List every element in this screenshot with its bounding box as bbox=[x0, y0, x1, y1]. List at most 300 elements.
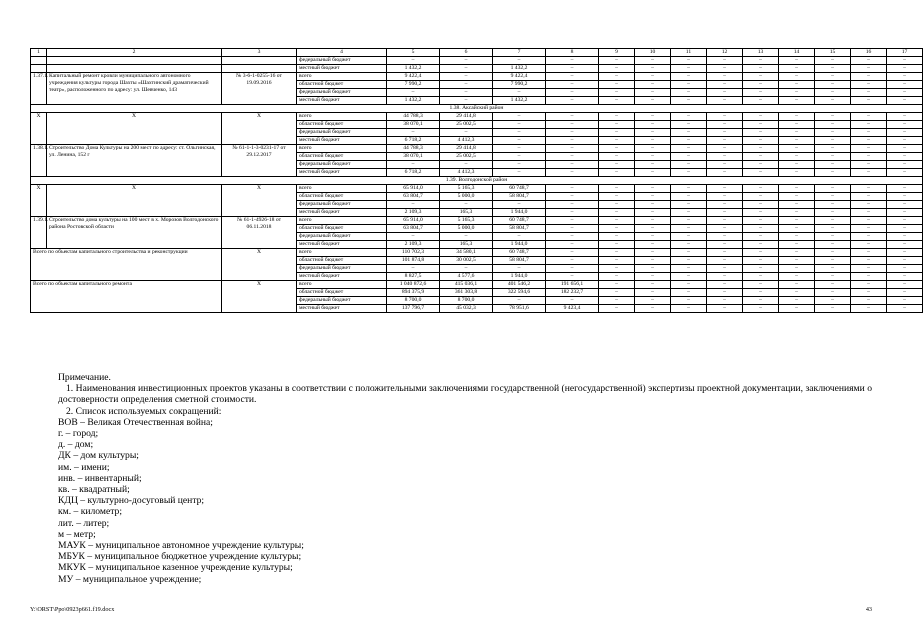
table-cell: – bbox=[743, 145, 779, 153]
table-cell: – bbox=[815, 273, 851, 281]
section-row bbox=[31, 177, 923, 185]
table-cell: – bbox=[779, 273, 815, 281]
table-cell: – bbox=[707, 193, 743, 201]
funding-source: областной бюджет bbox=[297, 193, 387, 201]
table-cell: 165,3 bbox=[440, 209, 493, 217]
table-cell: – bbox=[887, 289, 923, 297]
table-cell: – bbox=[599, 249, 635, 257]
table-cell: 58 804,7 bbox=[493, 193, 546, 201]
table-cell: – bbox=[671, 249, 707, 257]
funding-source: федеральный бюджет bbox=[297, 201, 387, 209]
table-cell: – bbox=[887, 57, 923, 65]
table-cell: – bbox=[707, 233, 743, 241]
budget-table bbox=[30, 48, 923, 313]
table-cell: – bbox=[851, 121, 887, 129]
table-cell: 7 990,2 bbox=[493, 81, 546, 89]
column-number: 15 bbox=[815, 49, 851, 57]
table-cell: 1 040 872,6 bbox=[387, 281, 440, 289]
table-cell: – bbox=[707, 121, 743, 129]
expertise-number: № 61-1-4926-18 от 06.11.2018 bbox=[222, 217, 297, 249]
table-cell bbox=[47, 57, 222, 65]
column-number: 12 bbox=[707, 49, 743, 57]
table-cell: – bbox=[671, 281, 707, 289]
table-cell: 2 109,3 bbox=[387, 209, 440, 217]
table-cell: – bbox=[779, 201, 815, 209]
table-cell: – bbox=[546, 209, 599, 217]
table-cell: – bbox=[851, 305, 887, 313]
column-number: 16 bbox=[851, 49, 887, 57]
table-cell: – bbox=[707, 241, 743, 249]
table-cell: – bbox=[815, 193, 851, 201]
funding-source: местный бюджет bbox=[297, 137, 387, 145]
section-row bbox=[31, 105, 923, 113]
table-cell: – bbox=[671, 57, 707, 65]
table-cell: – bbox=[887, 145, 923, 153]
table-header-row bbox=[31, 49, 923, 57]
table-cell: – bbox=[599, 289, 635, 297]
table-cell: 5 000,0 bbox=[440, 193, 493, 201]
table-cell: – bbox=[851, 89, 887, 97]
table-cell: – bbox=[887, 89, 923, 97]
abbreviation-item: ДК – дом культуры; bbox=[58, 450, 139, 462]
table-cell: – bbox=[599, 89, 635, 97]
table-cell: – bbox=[671, 129, 707, 137]
table-cell bbox=[31, 65, 47, 73]
table-cell: – bbox=[851, 73, 887, 81]
table-cell: – bbox=[743, 289, 779, 297]
table-cell: – bbox=[851, 65, 887, 73]
table-cell: – bbox=[815, 265, 851, 273]
funding-source: местный бюджет bbox=[297, 241, 387, 249]
column-number: 11 bbox=[671, 49, 707, 57]
table-cell: – bbox=[671, 289, 707, 297]
table-cell: – bbox=[671, 305, 707, 313]
table-row bbox=[31, 281, 923, 289]
table-cell: – bbox=[815, 289, 851, 297]
table-cell: – bbox=[851, 241, 887, 249]
table-cell: – bbox=[743, 257, 779, 265]
table-cell: – bbox=[707, 209, 743, 217]
table-cell: – bbox=[635, 289, 671, 297]
table-cell: – bbox=[546, 161, 599, 169]
funding-source: областной бюджет bbox=[297, 81, 387, 89]
table-cell: – bbox=[815, 305, 851, 313]
table-cell: – bbox=[546, 89, 599, 97]
table-cell: – bbox=[493, 201, 546, 209]
table-cell: – bbox=[546, 121, 599, 129]
abbreviation-item: г. – город; bbox=[58, 428, 99, 440]
project-name: Строительство Дома Культуры на 200 мест по адресу: ст. Ольгинская, ул. Ленина, 152 г bbox=[47, 145, 222, 177]
table-cell: – bbox=[743, 73, 779, 81]
table-cell: – bbox=[815, 217, 851, 225]
table-cell: 7 990,2 bbox=[387, 81, 440, 89]
table-cell: 2 109,3 bbox=[387, 241, 440, 249]
table-cell: 5 165,3 bbox=[440, 217, 493, 225]
table-cell: – bbox=[707, 281, 743, 289]
table-cell: – bbox=[635, 113, 671, 121]
table-cell: – bbox=[851, 145, 887, 153]
table-cell: – bbox=[779, 185, 815, 193]
table-cell: – bbox=[493, 113, 546, 121]
table-cell: 65 914,0 bbox=[387, 217, 440, 225]
table-cell: – bbox=[887, 217, 923, 225]
table-cell: – bbox=[815, 73, 851, 81]
table-cell: – bbox=[599, 97, 635, 105]
funding-source: местный бюджет bbox=[297, 273, 387, 281]
table-cell: – bbox=[671, 217, 707, 225]
table-cell: 30 002,5 bbox=[440, 257, 493, 265]
table-cell: – bbox=[743, 161, 779, 169]
table-cell: – bbox=[546, 241, 599, 249]
table-cell: – bbox=[887, 265, 923, 273]
table-cell: 44 788,3 bbox=[387, 113, 440, 121]
table-cell: 5 000,0 bbox=[440, 225, 493, 233]
table-cell: – bbox=[440, 97, 493, 105]
table-cell: – bbox=[851, 225, 887, 233]
table-cell: – bbox=[671, 73, 707, 81]
table-cell: – bbox=[635, 81, 671, 89]
table-cell: – bbox=[887, 297, 923, 305]
column-number: 17 bbox=[887, 49, 923, 57]
table-cell: – bbox=[815, 233, 851, 241]
table-cell: 322 594,6 bbox=[493, 289, 546, 297]
table-cell: – bbox=[743, 225, 779, 233]
expertise-number: № 3-6-1-0255-16 от 19.09.2016 bbox=[222, 73, 297, 105]
table-cell: – bbox=[635, 65, 671, 73]
table-cell: – bbox=[743, 137, 779, 145]
table-cell: – bbox=[707, 57, 743, 65]
table-cell: – bbox=[635, 201, 671, 209]
table-cell bbox=[47, 65, 222, 73]
table-cell: – bbox=[635, 185, 671, 193]
table-cell: – bbox=[707, 137, 743, 145]
table-cell: – bbox=[815, 121, 851, 129]
table-cell: – bbox=[779, 217, 815, 225]
table-cell: – bbox=[887, 97, 923, 105]
abbreviation-item: МКУК – муниципальное казенное учреждение культуры; bbox=[58, 562, 293, 574]
table-cell: – bbox=[599, 185, 635, 193]
table-cell: 44 788,3 bbox=[387, 145, 440, 153]
table-cell: – bbox=[440, 201, 493, 209]
table-cell: – bbox=[599, 297, 635, 305]
table-cell: – bbox=[671, 137, 707, 145]
table-cell: – bbox=[707, 161, 743, 169]
table-cell: 137 796,7 bbox=[387, 305, 440, 313]
table-row bbox=[31, 65, 923, 73]
table-cell: – bbox=[779, 289, 815, 297]
table-cell: – bbox=[671, 145, 707, 153]
column-number: 1 bbox=[31, 49, 47, 57]
funding-source: федеральный бюджет bbox=[297, 89, 387, 97]
table-cell: – bbox=[546, 273, 599, 281]
table-cell: 415 036,1 bbox=[440, 281, 493, 289]
total-label: Всего по объектам капитального строительства и реконструкции bbox=[31, 249, 222, 281]
table-cell: – bbox=[743, 81, 779, 89]
table-cell: 25 002,5 bbox=[440, 121, 493, 129]
table-cell: 1 944,0 bbox=[493, 273, 546, 281]
table-cell: – bbox=[779, 97, 815, 105]
table-cell: 191 656,1 bbox=[546, 281, 599, 289]
table-cell: – bbox=[743, 97, 779, 105]
table-cell: – bbox=[599, 137, 635, 145]
table-cell: – bbox=[851, 209, 887, 217]
table-cell: – bbox=[851, 97, 887, 105]
table-cell: – bbox=[779, 305, 815, 313]
table-cell: – bbox=[743, 233, 779, 241]
table-cell: – bbox=[707, 201, 743, 209]
table-cell: – bbox=[779, 265, 815, 273]
funding-source: всего bbox=[297, 249, 387, 257]
table-cell: – bbox=[815, 225, 851, 233]
table-cell: – bbox=[546, 57, 599, 65]
table-cell: – bbox=[599, 153, 635, 161]
table-cell: – bbox=[887, 305, 923, 313]
table-cell: 4 412,3 bbox=[440, 137, 493, 145]
expertise-number: Х bbox=[222, 113, 297, 145]
funding-source: всего bbox=[297, 185, 387, 193]
table-cell: – bbox=[546, 129, 599, 137]
table-cell: 63 804,7 bbox=[387, 193, 440, 201]
table-cell: – bbox=[546, 153, 599, 161]
table-cell: – bbox=[851, 201, 887, 209]
table-cell: – bbox=[743, 209, 779, 217]
funding-source: областной бюджет bbox=[297, 225, 387, 233]
table-cell: – bbox=[743, 113, 779, 121]
total-label: Всего по объектам капитального ремонта bbox=[31, 281, 222, 313]
table-cell: – bbox=[707, 225, 743, 233]
table-row bbox=[31, 113, 923, 121]
project-name: Капитальный ремонт кровли муниципального автономного учреждения культуры города Шахты «Шахтинский драматический театр», расположенного по адресу: ул. Шевченко, 143 bbox=[47, 73, 222, 105]
table-cell: – bbox=[671, 273, 707, 281]
table-cell: – bbox=[635, 145, 671, 153]
table-cell: – bbox=[815, 81, 851, 89]
column-number: 4 bbox=[297, 49, 387, 57]
table-cell: 1 944,0 bbox=[493, 209, 546, 217]
table-cell: 9 422,4 bbox=[493, 73, 546, 81]
table-cell: – bbox=[815, 145, 851, 153]
table-cell: 361 303,8 bbox=[440, 289, 493, 297]
table-cell: – bbox=[493, 169, 546, 177]
table-cell: – bbox=[743, 241, 779, 249]
table-cell: – bbox=[635, 209, 671, 217]
note-item-2: 2. Список используемых сокращений: bbox=[66, 405, 222, 417]
table-cell: – bbox=[546, 297, 599, 305]
table-cell: – bbox=[635, 305, 671, 313]
table-cell: – bbox=[887, 65, 923, 73]
table-cell: – bbox=[851, 81, 887, 89]
table-cell: – bbox=[707, 265, 743, 273]
table-cell: 4 577,6 bbox=[440, 273, 493, 281]
abbreviation-item: МУ – муниципальное учреждение; bbox=[58, 573, 202, 585]
table-cell: 1 432,2 bbox=[387, 97, 440, 105]
table-cell: – bbox=[743, 265, 779, 273]
table-cell: – bbox=[599, 65, 635, 73]
table-cell: – bbox=[743, 249, 779, 257]
table-cell: – bbox=[887, 113, 923, 121]
column-number: 6 bbox=[440, 49, 493, 57]
table-cell: – bbox=[851, 289, 887, 297]
table-cell: 65 914,0 bbox=[387, 185, 440, 193]
table-cell: – bbox=[440, 57, 493, 65]
funding-source: всего bbox=[297, 113, 387, 121]
funding-source: местный бюджет bbox=[297, 97, 387, 105]
table-cell: – bbox=[743, 89, 779, 97]
table-cell: – bbox=[707, 297, 743, 305]
funding-source: областной бюджет bbox=[297, 153, 387, 161]
table-cell: – bbox=[851, 185, 887, 193]
table-cell: – bbox=[387, 89, 440, 97]
table-cell: 1 432,2 bbox=[493, 65, 546, 73]
table-cell: – bbox=[671, 265, 707, 273]
table-cell: – bbox=[887, 281, 923, 289]
table-cell: – bbox=[546, 145, 599, 153]
table-cell bbox=[222, 65, 297, 73]
table-cell: – bbox=[815, 129, 851, 137]
table-cell: – bbox=[546, 73, 599, 81]
table-cell: 34 580,1 bbox=[440, 249, 493, 257]
table-cell: – bbox=[887, 249, 923, 257]
table-cell: 8 700,0 bbox=[387, 297, 440, 305]
table-cell: – bbox=[779, 129, 815, 137]
table-cell: – bbox=[887, 129, 923, 137]
table-cell: – bbox=[779, 233, 815, 241]
table-cell: – bbox=[851, 153, 887, 161]
funding-source: всего bbox=[297, 217, 387, 225]
abbreviation-item: м – метр; bbox=[58, 528, 96, 540]
table-cell: – bbox=[707, 97, 743, 105]
table-cell: – bbox=[546, 137, 599, 145]
table-cell: – bbox=[671, 153, 707, 161]
table-cell: – bbox=[707, 145, 743, 153]
column-number: 2 bbox=[47, 49, 222, 57]
table-cell: – bbox=[599, 201, 635, 209]
table-cell: – bbox=[635, 97, 671, 105]
table-cell: – bbox=[815, 169, 851, 177]
project-name: Х bbox=[47, 185, 222, 217]
table-cell: – bbox=[779, 161, 815, 169]
table-cell: – bbox=[493, 297, 546, 305]
table-cell: 101 874,8 bbox=[387, 257, 440, 265]
table-cell: – bbox=[671, 161, 707, 169]
table-cell: – bbox=[743, 305, 779, 313]
table-cell: – bbox=[815, 161, 851, 169]
note-item-1: 1. Наименования инвестиционных проектов указаны в соответствии с положительными заключениями государственной (негосударственной) экспертизы проектной документации, заключениями о достоверности определения сметной стоимости. bbox=[58, 383, 872, 406]
table-cell: – bbox=[599, 129, 635, 137]
table-cell: – bbox=[635, 169, 671, 177]
table-cell: – bbox=[851, 273, 887, 281]
table-cell: – bbox=[635, 233, 671, 241]
table-cell: – bbox=[493, 89, 546, 97]
table-cell: – bbox=[779, 209, 815, 217]
table-cell: – bbox=[887, 73, 923, 81]
table-cell: – bbox=[815, 241, 851, 249]
table-cell: – bbox=[635, 153, 671, 161]
table-cell: 60 748,7 bbox=[493, 185, 546, 193]
table-cell: – bbox=[546, 257, 599, 265]
table-cell: – bbox=[887, 241, 923, 249]
table-cell: – bbox=[815, 201, 851, 209]
table-cell: – bbox=[671, 97, 707, 105]
table-cell: – bbox=[851, 193, 887, 201]
table-cell: – bbox=[599, 257, 635, 265]
table-cell: – bbox=[707, 65, 743, 73]
table-cell: – bbox=[635, 121, 671, 129]
section-title: 1.39. Волгодонской район bbox=[31, 177, 923, 185]
table-cell: – bbox=[671, 225, 707, 233]
table-cell: 182 232,7 bbox=[546, 289, 599, 297]
expertise-number: Х bbox=[222, 185, 297, 217]
table-cell: – bbox=[887, 273, 923, 281]
table-cell: 6 718,2 bbox=[387, 169, 440, 177]
table-cell: – bbox=[779, 65, 815, 73]
section-title: 1.38. Аксайский район bbox=[31, 105, 923, 113]
table-cell: – bbox=[635, 241, 671, 249]
table-cell: – bbox=[887, 233, 923, 241]
table-cell: – bbox=[599, 281, 635, 289]
table-cell: – bbox=[707, 289, 743, 297]
funding-source: областной бюджет bbox=[297, 121, 387, 129]
table-cell: – bbox=[635, 257, 671, 265]
table-cell: – bbox=[851, 137, 887, 145]
table-cell: – bbox=[743, 65, 779, 73]
table-cell: – bbox=[387, 129, 440, 137]
table-cell: – bbox=[671, 193, 707, 201]
table-cell: – bbox=[851, 217, 887, 225]
table-cell: – bbox=[779, 89, 815, 97]
column-number: 7 bbox=[493, 49, 546, 57]
expertise-number: № 61-1-1-3-0231-17 от 29.12.2017 bbox=[222, 145, 297, 177]
table-cell: – bbox=[635, 249, 671, 257]
table-cell: – bbox=[707, 129, 743, 137]
table-cell: Х bbox=[222, 281, 297, 313]
table-cell: 8 827,5 bbox=[387, 273, 440, 281]
table-cell: – bbox=[887, 121, 923, 129]
table-cell: – bbox=[743, 185, 779, 193]
table-cell: 78 951,6 bbox=[493, 305, 546, 313]
table-cell: – bbox=[707, 249, 743, 257]
table-cell: – bbox=[671, 113, 707, 121]
table-cell: 38 070,1 bbox=[387, 153, 440, 161]
table-cell: 1 432,2 bbox=[493, 97, 546, 105]
table-cell: – bbox=[546, 265, 599, 273]
table-cell: 110 702,3 bbox=[387, 249, 440, 257]
abbreviation-item: лит. – литер; bbox=[58, 517, 110, 529]
table-cell: – bbox=[546, 193, 599, 201]
table-cell: – bbox=[671, 121, 707, 129]
table-cell: 63 804,7 bbox=[387, 225, 440, 233]
project-name: Х bbox=[47, 113, 222, 145]
table-cell: – bbox=[599, 73, 635, 81]
table-cell: – bbox=[707, 73, 743, 81]
table-cell: 9 422,4 bbox=[387, 73, 440, 81]
table-cell: – bbox=[635, 73, 671, 81]
table-cell: – bbox=[599, 169, 635, 177]
table-cell: – bbox=[546, 249, 599, 257]
table-cell: – bbox=[635, 193, 671, 201]
table-cell: – bbox=[493, 161, 546, 169]
funding-source: всего bbox=[297, 145, 387, 153]
table-cell: – bbox=[671, 185, 707, 193]
funding-source: федеральный бюджет bbox=[297, 161, 387, 169]
notes-block bbox=[58, 372, 872, 585]
abbreviation-item: инв. – инвентарный; bbox=[58, 472, 142, 484]
table-cell: – bbox=[671, 201, 707, 209]
table-cell bbox=[31, 57, 47, 65]
table-cell: – bbox=[851, 113, 887, 121]
abbreviation-item: км. – километр; bbox=[58, 506, 123, 518]
column-number: 13 bbox=[743, 49, 779, 57]
table-cell: 6 718,2 bbox=[387, 137, 440, 145]
